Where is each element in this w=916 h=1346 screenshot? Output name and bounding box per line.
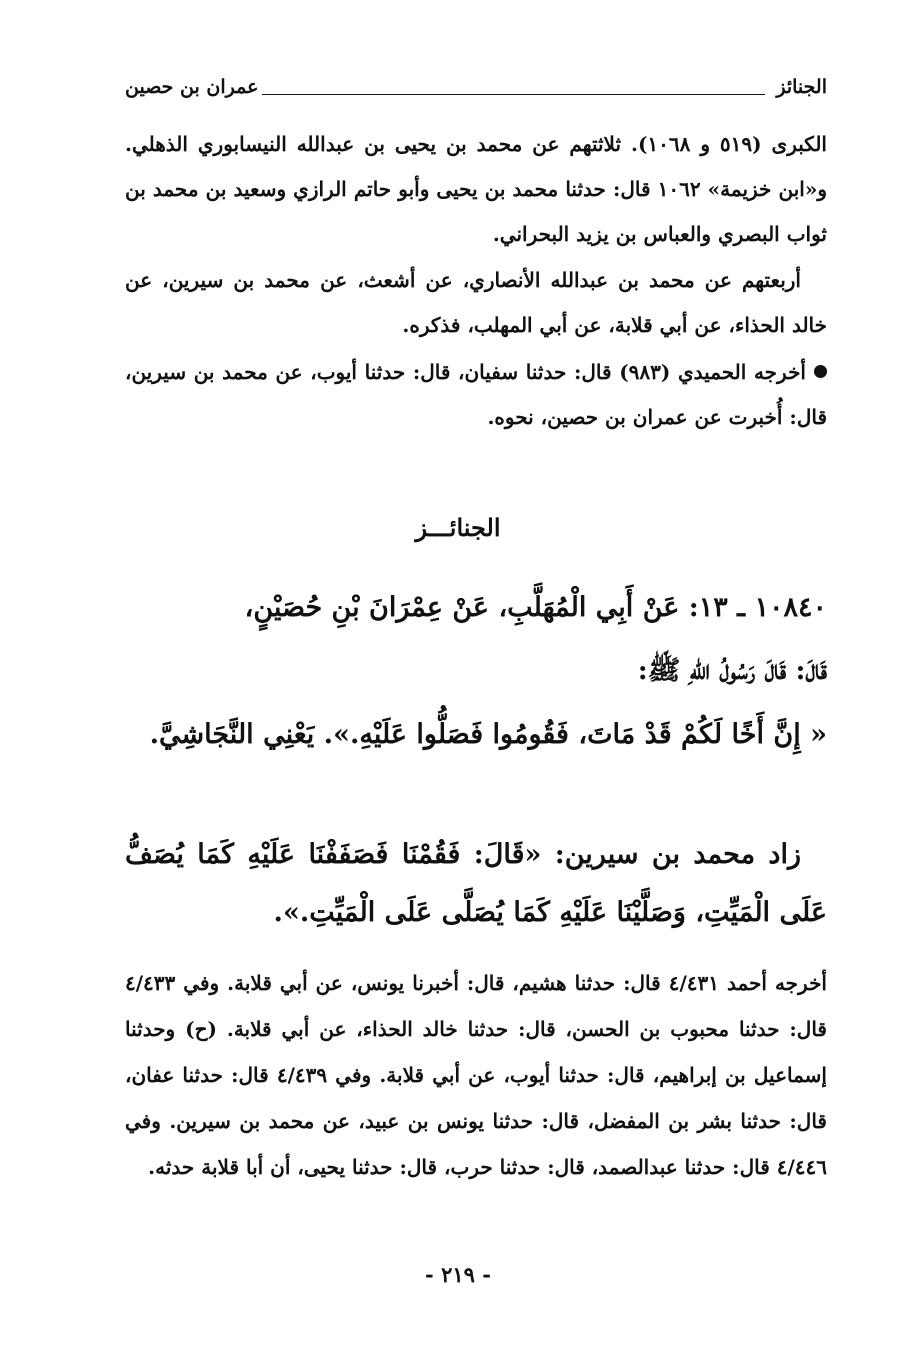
paragraph-chain-summary: أربعتهم عن محمد بن عبدالله الأنصاري، عن أشعث، عن محمد بن سيرين، عن خالد الحذاء، عن أبي قلابة، عن أبي المهلب، فذكره. bbox=[125, 268, 827, 337]
header-person-name: عمران بن حصين bbox=[125, 76, 259, 98]
hadith-addition: زاد محمد بن سيرين: «قَالَ: فَقُمْنَا فَصَفَفْنَا عَلَيْهِ كَمَا يُصَفُّ عَلَى الْمَيِّتِ، وَصَلَّيْنَا عَلَيْهِ كَمَا يُصَلَّى عَلَى الْمَيِّتِ.». bbox=[125, 839, 827, 928]
takhrij-paragraph: أخرجه أحمد ٤/٤٣١ قال: حدثنا هشيم، قال: أخبرنا يونس، عن أبي قلابة. وفي ٤/٤٣٣ قال: حدثنا محبوب بن الحسن، قال: حدثنا خالد الحذاء، عن أبي قلابة. (ح) وحدثنا إسماعيل بن إبراهيم، قال: حدثنا أيوب، عن أبي قلابة. وفي ٤/٤٣٩ قال: حدثنا عفان، قال: حدثنا بشر بن المفضل، قال: حدثنا يونس بن عبيد، عن محمد بن سيرين. وفي ٤/٤٤٦ قال: حدثنا عبدالصمد، قال: حدثنا حرب، قال: حدثنا يحيى، أن أبا قلابة حدثه. bbox=[125, 971, 827, 1179]
page-number: - ٢١٩ - bbox=[425, 1262, 491, 1287]
running-header bbox=[125, 74, 827, 106]
paragraph-humaydi bbox=[125, 350, 827, 440]
bullet-icon bbox=[814, 365, 827, 378]
header-rule bbox=[262, 94, 765, 95]
hadith-text: « إِنَّ أَخًا لَكُمْ قَدْ مَاتَ، فَقُومُوا فَصَلُّوا عَلَيْهِ.». يَعْنِي النَّجَاشِيَّ. bbox=[149, 719, 827, 750]
paragraph-sources-continued: الكبرى (٥١٩ و ١٠٦٨). ثلاثتهم عن محمد بن يحيى بن عبدالله النيسابوري الذهلي. و«ابن خزيمة» ١٠٦٢ قال: حدثنا محمد بن يحيى وأبو حاتم الرازي وسعيد بن محمد بن ثواب البصري والعباس بن يزيد البحراني. bbox=[125, 132, 827, 246]
header-section-title: الجنائز bbox=[776, 76, 827, 98]
hadith-number-and-chain: ١٠٨٤٠ ـ ١٣: عَنْ أَبِي الْمُهَلَّبِ، عَنْ عِمْرَانَ بْنِ حُصَيْنٍ، bbox=[244, 592, 827, 623]
hadith-attribution: قَالَ: قَالَ رَسُولُ اللهِ ﷺ: bbox=[637, 655, 827, 686]
paragraph-humaydi-text: أخرجه الحميدي (٩٨٣) قال: حدثنا سفيان، قال: حدثنا أيوب، عن محمد بن سيرين، قال: أُخبرت عن عمران بن حصين، نحوه. bbox=[125, 360, 827, 429]
chapter-title: الجنائـــز bbox=[415, 513, 501, 542]
